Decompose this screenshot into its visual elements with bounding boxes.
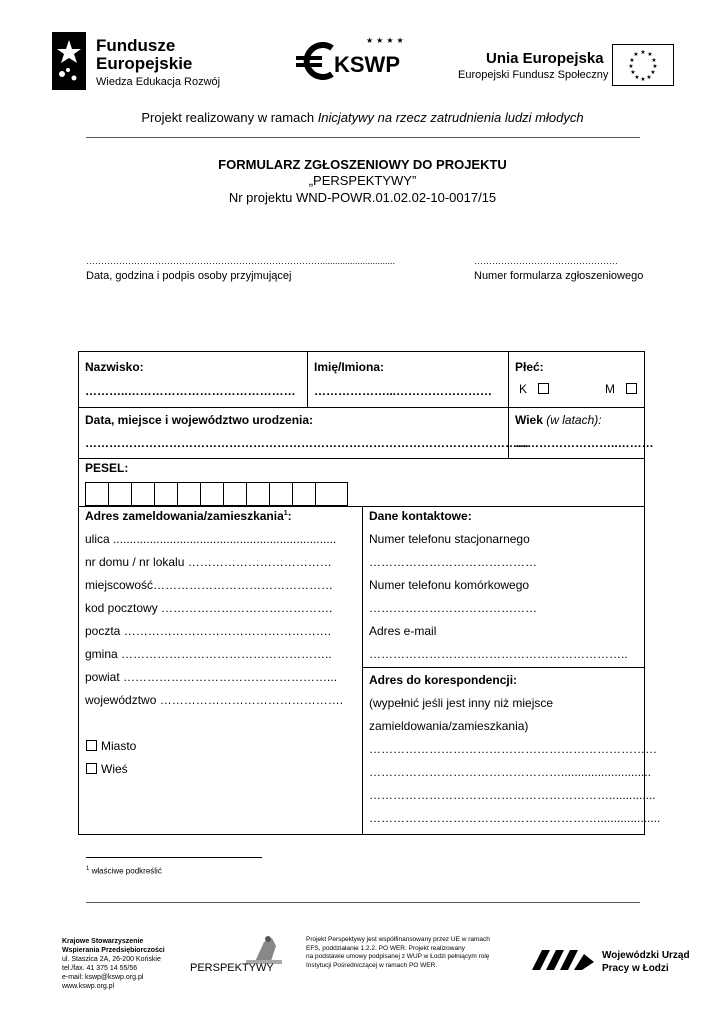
- perspektywy-logo-text: PERSPEKTYWY: [190, 962, 274, 974]
- mobile-field[interactable]: ……………………………………: [369, 601, 537, 615]
- project-line-italic: Inicjatywy na rzecz zatrudnienia ludzi młodych: [317, 110, 584, 125]
- sex-m-option[interactable]: [605, 382, 641, 396]
- footer-org-line4: tel./fax. 41 375 14 55/56: [62, 965, 138, 972]
- city-option[interactable]: [86, 739, 136, 753]
- city-label: Miasto: [101, 739, 137, 753]
- svg-text:★: ★: [647, 52, 653, 58]
- surname-field[interactable]: ………..……………………………………: [85, 384, 296, 398]
- svg-text:★: ★: [628, 64, 634, 70]
- surname-label: Nazwisko:: [85, 360, 144, 374]
- svg-text:★: ★: [630, 70, 636, 76]
- eu-flag: [612, 44, 674, 86]
- fe-logo-line1: Fundusze: [96, 36, 176, 55]
- ue-sub: Europejski Fundusz Społeczny: [458, 69, 609, 81]
- birth-label: Data, miejsce i województwo urodzenia:: [85, 413, 314, 427]
- correspondence-line-3[interactable]: ……………………………………………………..............: [369, 788, 656, 802]
- address-post-office-field[interactable]: poczta …………………………………………….: [85, 624, 332, 638]
- kswp-euro-icon: [296, 42, 336, 80]
- project-line-prefix: Projekt realizowany w ramach: [141, 110, 318, 125]
- pesel-digit-5[interactable]: [177, 482, 201, 506]
- footnote-rule: [86, 857, 262, 858]
- address-house-field[interactable]: nr domu / nr lokalu ………………………………: [85, 555, 332, 569]
- names-label: Imię/Imiona:: [314, 360, 385, 374]
- village-option[interactable]: [86, 762, 128, 776]
- row-divider-4: [362, 667, 645, 668]
- project-name: „PERSPEKTYWY”: [308, 173, 417, 188]
- wup-logo: [532, 944, 692, 978]
- pesel-digit-6[interactable]: [200, 482, 224, 506]
- address-postal-field[interactable]: kod pocztowy …………………………………….: [85, 601, 333, 615]
- svg-text:★: ★: [646, 75, 652, 81]
- address-commune-field[interactable]: gmina ……………………………………………..: [85, 647, 332, 661]
- wup-line1: Wojewódzki Urząd: [602, 950, 690, 961]
- email-field[interactable]: ………………………………………………………..: [369, 647, 628, 661]
- address-label-colon: :: [287, 509, 292, 523]
- footer-info-line4: Instytucji Pośredniczącej w ramach PO WER.: [306, 961, 438, 969]
- city-checkbox[interactable]: [86, 740, 97, 751]
- footer-org-line6[interactable]: www.kswp.org.pl: [62, 983, 115, 990]
- form-title: FORMULARZ ZGŁOSZENIOWY DO PROJEKTU: [218, 157, 507, 172]
- svg-text:★: ★: [634, 75, 640, 81]
- footer-org-line1: Krajowe Stowarzyszenie: [62, 938, 144, 945]
- age-label-wrap: [515, 413, 602, 427]
- mobile-label: Numer telefonu komórkowego: [369, 578, 530, 592]
- header-divider: [86, 137, 640, 138]
- correspondence-line-1[interactable]: ………………………………………………………………: [369, 742, 657, 756]
- svg-text:★: ★: [640, 50, 646, 56]
- address-voivodeship-field[interactable]: województwo ……………………………………….: [85, 693, 344, 707]
- form-number-field[interactable]: …………………………………………: [474, 256, 618, 266]
- footer-info-line1: Projekt Perspektywy jest współfinansowany przez UE w ramach: [306, 936, 490, 943]
- row-divider-1: [78, 407, 645, 408]
- contact-label: Dane kontaktowe:: [369, 509, 472, 523]
- sex-m-label: M: [605, 382, 615, 396]
- ue-title: Unia Europejska: [486, 50, 604, 67]
- sex-k-checkbox[interactable]: [538, 383, 549, 394]
- age-hint: (w latach):: [546, 413, 602, 427]
- address-label-text: Adres zameldowania/zamieszkania: [85, 509, 284, 523]
- col-divider-1: [307, 351, 308, 407]
- wup-line2: Pracy w Łodzi: [602, 963, 669, 974]
- fe-logo: [52, 32, 232, 92]
- footer-org: [62, 937, 165, 991]
- fe-star-icon: [52, 32, 86, 90]
- address-district-field[interactable]: powiat ……………………………………………...: [85, 670, 338, 684]
- project-number: Nr projektu WND-POWR.01.02.02-10-0017/15: [228, 190, 497, 205]
- footer-org-line2: Wspierania Przedsiębiorczości: [62, 947, 165, 954]
- footnote-number: 1: [86, 866, 90, 872]
- correspondence-hint-2: zamieldowania/zamieszkania): [369, 719, 529, 733]
- kswp-stars-icon: ★★★★: [366, 36, 407, 45]
- fe-logo-line2: Europejskie: [96, 54, 193, 73]
- email-label: Adres e-mail: [369, 624, 437, 638]
- birth-field[interactable]: …………………………………………………………………………………………………: [85, 436, 529, 450]
- pesel-digit-7[interactable]: [223, 482, 247, 506]
- pesel-label: PESEL:: [85, 461, 129, 475]
- kswp-logo-text: KSWP: [334, 52, 400, 77]
- village-label: Wieś: [101, 762, 128, 776]
- correspondence-line-2[interactable]: …………………………………………...........................: [369, 765, 652, 779]
- correspondence-line-4[interactable]: …………………………………………………...................: [369, 811, 661, 825]
- footer-divider: [86, 902, 640, 903]
- svg-text:★: ★: [652, 64, 658, 70]
- svg-text:★: ★: [633, 52, 639, 58]
- receiver-signature-field[interactable]: ……………………………………………………………………..............................: [86, 256, 396, 266]
- pesel-digit-4[interactable]: [154, 482, 178, 506]
- address-street-field[interactable]: ulica ...................................................................: [85, 532, 337, 546]
- svg-text:★: ★: [629, 58, 635, 64]
- sex-k-label: K: [519, 382, 528, 396]
- pesel-digit-3[interactable]: [131, 482, 155, 506]
- names-field[interactable]: ………………...……………………: [314, 384, 493, 398]
- pesel-digit-10[interactable]: [292, 482, 316, 506]
- pesel-digit-8[interactable]: [246, 482, 270, 506]
- svg-text:★: ★: [650, 70, 656, 76]
- village-checkbox[interactable]: [86, 763, 97, 774]
- receiver-signature-label: Data, godzina i podpis osoby przyjmującej: [86, 270, 292, 282]
- row-divider-2: [78, 458, 645, 459]
- address-city-field[interactable]: miejscowość………………………………………: [85, 578, 334, 592]
- footer-info: [306, 936, 490, 970]
- address-label: [85, 509, 292, 523]
- footer-org-line5[interactable]: e-mail: kswp@kswp.org.pl: [62, 974, 144, 981]
- perspektywy-logo: [190, 934, 290, 980]
- form-number-label: Numer formularza zgłoszeniowego: [474, 270, 644, 282]
- landline-label: Numer telefonu stacjonarnego: [369, 532, 530, 546]
- col-divider-3: [362, 506, 363, 835]
- kswp-logo: [296, 36, 408, 82]
- address-footnote-ref: 1: [283, 510, 288, 517]
- footnote: [86, 866, 162, 876]
- sex-m-checkbox[interactable]: [626, 383, 637, 394]
- sex-k-option[interactable]: [519, 382, 553, 396]
- age-label: Wiek: [515, 413, 543, 427]
- pesel-digit-11[interactable]: [315, 482, 348, 506]
- fe-logo-sub: Wiedza Edukacja Rozwój: [96, 76, 221, 88]
- svg-text:★: ★: [640, 77, 646, 83]
- project-line: [0, 110, 725, 125]
- footnote-text: właściwe podkreślić: [91, 866, 162, 876]
- footer-info-line3: na podstawie umowy podpisanej z WUP w Łodzi pełniącym rolę: [306, 953, 490, 960]
- footer-org-line3: ul. Staszica 2A, 26-200 Końskie: [62, 956, 161, 963]
- eu-stars-icon: [613, 45, 673, 85]
- wup-arrows-icon: [532, 944, 594, 974]
- correspondence-label: Adres do korespondencji:: [369, 673, 518, 687]
- pesel-digit-1[interactable]: [85, 482, 109, 506]
- sex-label: Płeć:: [515, 360, 544, 374]
- correspondence-hint-1: (wypełnić jeśli jest inny niż miejsce: [369, 696, 554, 710]
- svg-text:★: ★: [651, 58, 657, 64]
- pesel-digit-9[interactable]: [269, 482, 293, 506]
- footer-info-line2: EFS, poddziałanie 1.2.2. PO WER. Projekt realizowany: [306, 944, 465, 952]
- pesel-digit-2[interactable]: [108, 482, 132, 506]
- age-field[interactable]: ……………………..………: [515, 436, 654, 450]
- landline-field[interactable]: ……………………………………: [369, 555, 537, 569]
